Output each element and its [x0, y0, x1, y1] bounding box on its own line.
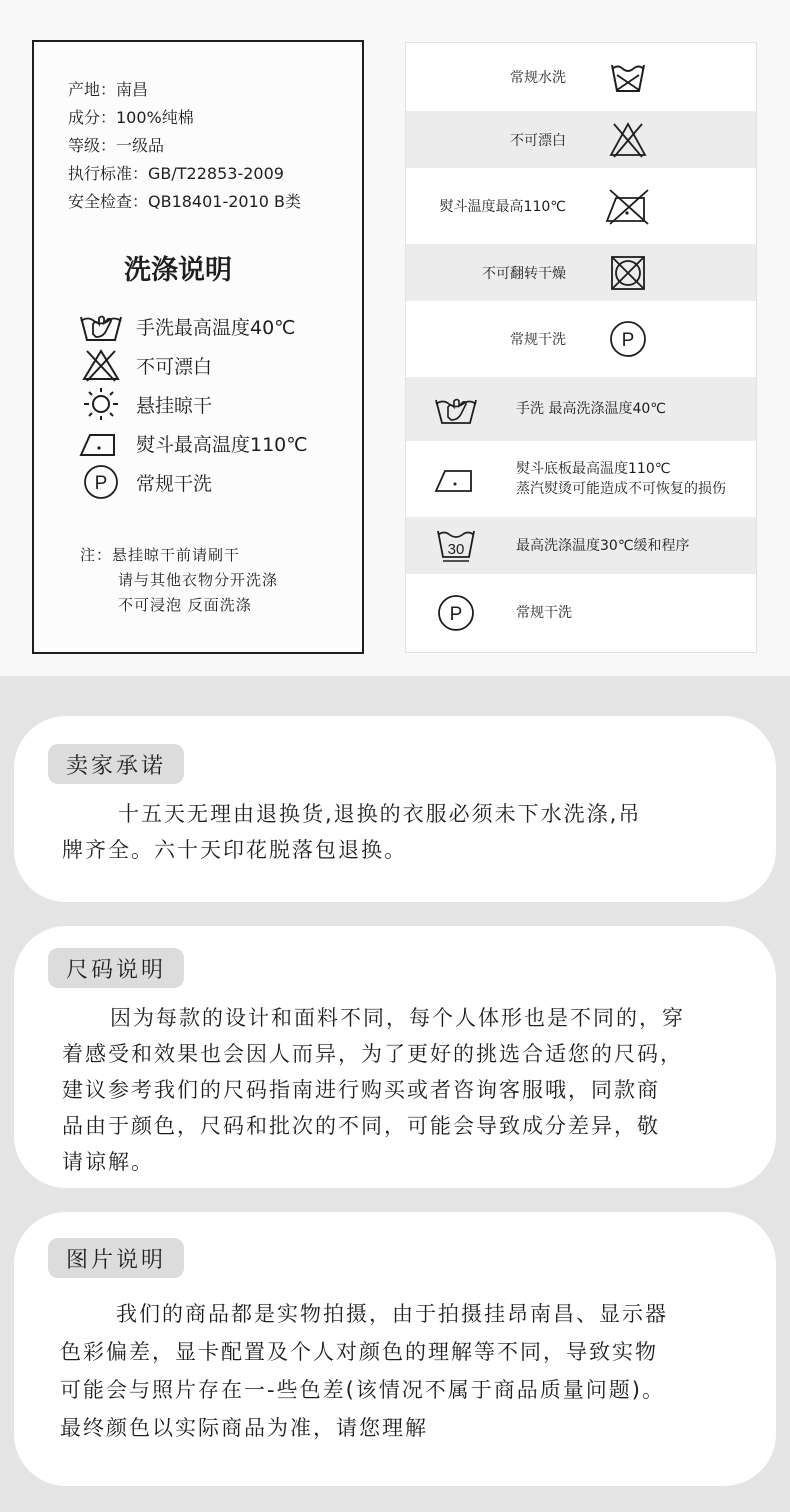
- wash-temp-text: 30: [447, 540, 465, 558]
- image-info-title: 图片说明: [48, 1238, 184, 1278]
- table-row: [406, 168, 756, 244]
- care-item-text: 常规干洗: [136, 472, 213, 495]
- paragraph-line: 请谅解。: [62, 1150, 154, 1174]
- row-label: 不可漂白: [510, 132, 566, 149]
- table-row: [406, 517, 756, 574]
- paragraph-line: 我们的商品都是实物拍摄，由于拍摄挂昂南昌、显示器: [116, 1302, 668, 1326]
- care-item-hand-wash: [78, 308, 296, 344]
- sun-icon: [78, 386, 124, 422]
- table-row: [406, 441, 756, 517]
- p-letter: P: [94, 473, 108, 494]
- care-item-hang-dry: [78, 386, 212, 422]
- no-iron-icon: [604, 184, 652, 228]
- table-row: [406, 574, 756, 652]
- table-row: [406, 244, 756, 301]
- spec-composition: 成分：100%纯棉: [68, 108, 194, 127]
- hand-wash-icon: [78, 308, 124, 344]
- dry-clean-p-icon: [78, 464, 124, 500]
- p-letter: P: [621, 330, 635, 351]
- iron-icon: [432, 457, 480, 501]
- care-item-no-bleach: [78, 347, 212, 383]
- wash-30-icon: [432, 524, 480, 568]
- row-label: 手洗 最高洗涤温度40℃: [516, 401, 666, 417]
- row-label: 熨斗底板最高温度110℃: [516, 461, 671, 477]
- image-info-card: [14, 1212, 776, 1486]
- row-label: 常规水洗: [510, 70, 566, 86]
- table-row: [406, 301, 756, 377]
- note-line: 请与其他衣物分开洗涤: [118, 571, 279, 589]
- size-info-title: 尺码说明: [48, 948, 184, 988]
- table-row: [406, 43, 756, 111]
- care-symbol-table: [405, 42, 757, 653]
- note-line: 不可浸泡 反面洗涤: [118, 596, 252, 614]
- care-label-card: [32, 40, 364, 654]
- paragraph-line: 十五天无理由退换货,退换的衣服必须未下水洗涤,吊: [118, 802, 642, 826]
- paragraph-line: 牌齐全。六十天印花脱落包退换。: [62, 838, 407, 862]
- row-label: 常规干洗: [510, 332, 566, 348]
- paragraph-line: 着感受和效果也会因人而异，为了更好的挑选合适您的尺码，: [62, 1042, 683, 1066]
- row-label: 常规干洗: [516, 605, 572, 621]
- paragraph-line: 建议参考我们的尺码指南进行购买或者咨询客服哦，同款商: [62, 1078, 660, 1102]
- no-bleach-icon: [78, 347, 124, 383]
- care-item-iron: [78, 425, 308, 461]
- paragraph-line: 品由于颜色，尺码和批次的不同，可能会导致成分差异，敬: [62, 1114, 660, 1138]
- paragraph-line: 因为每款的设计和面料不同，每个人体形也是不同的，穿: [110, 1006, 685, 1030]
- spec-origin: 产地：南昌: [68, 80, 149, 99]
- dry-clean-p-icon: [604, 317, 652, 361]
- row-label: 最高洗涤温度30℃缓和程序: [516, 537, 690, 554]
- row-label: 不可翻转干燥: [482, 265, 566, 282]
- row-text-block: [516, 459, 726, 499]
- no-tumble-dry-icon: [604, 251, 652, 295]
- note-line: 注：悬挂晾干前请刷干: [80, 546, 241, 564]
- table-row: [406, 377, 756, 441]
- row-label: 蒸汽熨烫可能造成不可恢复的损伤: [516, 481, 726, 497]
- spec-standard: 执行标准：GB/T22853-2009: [68, 164, 284, 183]
- table-row: [406, 111, 756, 168]
- no-bleach-icon: [604, 118, 652, 162]
- size-info-card: [14, 926, 776, 1188]
- washing-instructions-heading: 洗涤说明: [124, 255, 232, 286]
- seller-promise-title: 卖家承诺: [48, 744, 184, 784]
- care-item-text: 熨斗最高温度110℃: [136, 433, 308, 456]
- paragraph-line: 可能会与照片存在一-些色差(该情况不属于商品质量问题)。: [60, 1378, 665, 1402]
- hand-wash-icon: [432, 387, 480, 431]
- care-item-text: 悬挂晾干: [136, 394, 213, 417]
- dry-clean-p-icon: [432, 591, 480, 635]
- machine-wash-icon: [604, 55, 652, 99]
- care-item-text: 手洗最高温度40℃: [136, 316, 296, 339]
- paragraph-line: 最终颜色以实际商品为准，请您理解: [60, 1416, 428, 1440]
- row-label: 熨斗温度最高110℃: [439, 199, 566, 215]
- care-item-text: 不可漂白: [136, 355, 213, 378]
- iron-icon: [78, 425, 124, 461]
- spec-safety: 安全检查：QB18401-2010 B类: [68, 192, 302, 211]
- spec-grade: 等级：一级品: [68, 136, 165, 155]
- p-letter: P: [449, 604, 463, 625]
- seller-promise-card: [14, 716, 776, 902]
- paragraph-line: 色彩偏差，显卡配置及个人对颜色的理解等不同，导致实物: [60, 1340, 658, 1364]
- care-item-dry-clean: [78, 464, 212, 500]
